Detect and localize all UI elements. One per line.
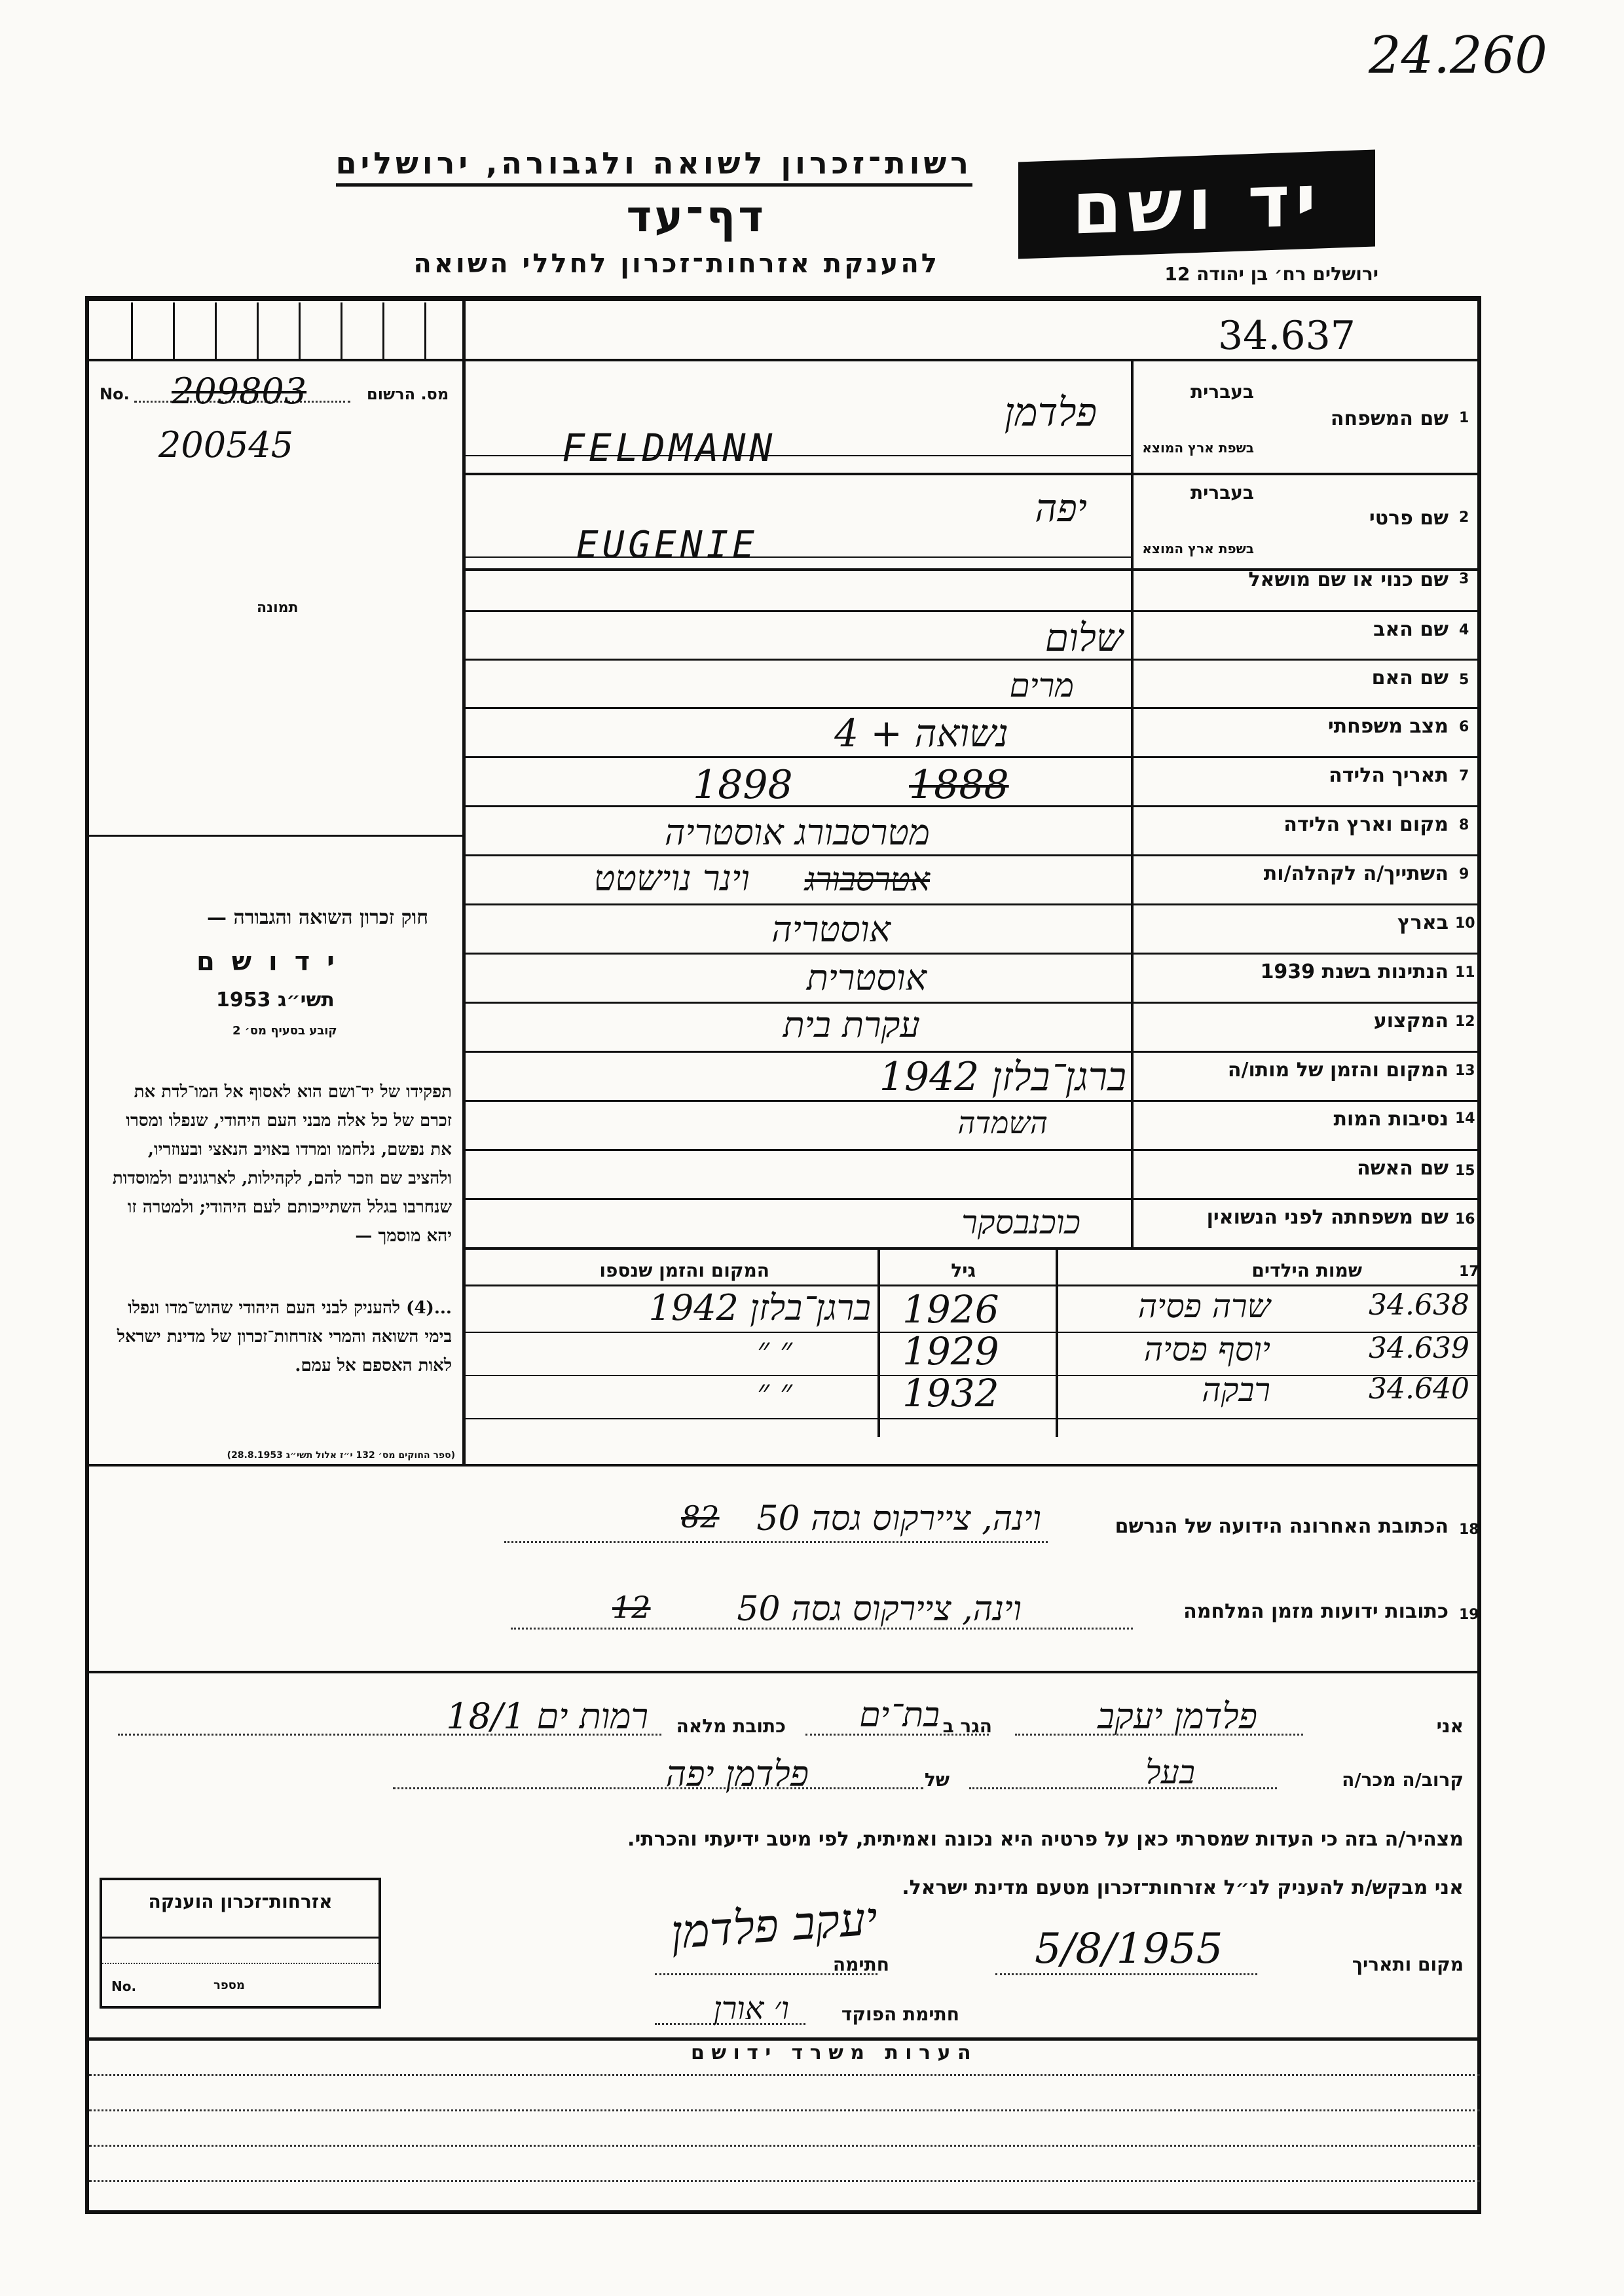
field-number-11: 11 (1455, 964, 1475, 981)
children-col-place: המקום והזמן שנספו (599, 1260, 769, 1281)
value-family-name-latin: FELDMANN (562, 426, 777, 470)
child-1-age: 1926 (902, 1287, 999, 1332)
photo-label: תמונה (257, 600, 299, 616)
value-citizenship: אוסטרית (806, 957, 927, 998)
decl-address: רמות ים 18/1 (446, 1696, 648, 1737)
children-col-names: שמות הילדים (1251, 1260, 1362, 1281)
value-last-address: וינה, ציירקוס גסה 50 (756, 1499, 1041, 1539)
decl-relative: בעל (1145, 1753, 1195, 1791)
label-profession: המקצוע (1373, 1010, 1449, 1032)
label-community: השתייך/ה לקהלה/ות (1263, 862, 1449, 885)
label-birth-date: תאריך הלידה (1329, 764, 1449, 787)
notes-title: ה ע ר ו ת מ ש ר ד י ד ו ש ם (691, 2041, 971, 2064)
value-wartime-address: וינה, ציירקוס גסה 50 (737, 1590, 1022, 1629)
header-subtitle: להענקת אזרחות־זכרון לחללי השואה (413, 249, 940, 279)
decl-of-name: פלדמן יפה (665, 1753, 809, 1795)
label-death-place-time: המקום והזמן של מותו/ה (1227, 1059, 1449, 1082)
decl-request: אני מבקש/ת להעניק לנ״ל אזרחות־זכרון מטעם מדינת ישראל. (902, 1876, 1464, 1899)
field-number-4: 4 (1459, 622, 1469, 638)
header-authority: רשות־זכרון לשואה ולגבורה, ירושלים (336, 145, 972, 187)
value-profession: עקרת בית (783, 1004, 920, 1046)
child-3-place: ״ ״ (757, 1372, 792, 1410)
value-community: וינר נוישטט (593, 858, 750, 899)
label-citizenship-1939: הנתינות בשנת 1939 (1260, 960, 1449, 983)
value-maiden-name: כוכנבסקר (961, 1203, 1080, 1241)
label-wife-name: שם האשה (1357, 1157, 1449, 1180)
value-country: אוסטריה (771, 909, 891, 950)
decl-signature-label: חתימה (832, 1954, 889, 1975)
decl-official-signature: ו׳ אורן (713, 1990, 789, 2027)
child-1-place: ברגן־בלזן 1942 (648, 1287, 871, 1328)
field-number-15: 15 (1455, 1163, 1475, 1179)
law-clause: קובע בסעיף מס׳ 2 (232, 1024, 337, 1038)
registration-number: 200545 (158, 424, 294, 465)
law-reference: (ספר החוקים מס׳ 132 י״ז אלול תשי״ג 28.8.1953) (227, 1450, 455, 1461)
decl-name: פלדמן יעקב (1097, 1696, 1257, 1737)
label-death-circumstances: נסיבות המות (1333, 1108, 1449, 1131)
value-wartime-address-struck: 12 (612, 1590, 651, 1625)
field-number-9: 9 (1459, 866, 1469, 883)
citizenship-box-no: No. (111, 1978, 137, 1994)
field-number-1: 1 (1459, 410, 1469, 426)
field-number-5: 5 (1459, 672, 1469, 688)
label-maiden-name: שם משפחתה לפני הנשואין (1206, 1206, 1449, 1229)
value-birth-year-struck: 1888 (909, 762, 1009, 808)
value-mother: מרים (1009, 666, 1074, 704)
value-last-address-struck: 82 (681, 1499, 720, 1535)
label-birth-place: מקום וארץ הלידה (1283, 813, 1449, 836)
field-number-8: 8 (1459, 817, 1469, 833)
child-2-id: 34.639 (1369, 1332, 1469, 1365)
value-first-name-latin: EUGENIE (576, 524, 759, 566)
field-number-12: 12 (1455, 1013, 1475, 1030)
label-nickname: שם כנוי או שם מושאל (1248, 568, 1449, 591)
citizenship-box (100, 1878, 381, 2009)
field-number-14: 14 (1455, 1110, 1475, 1127)
value-first-name-hebrew: יפה (1035, 486, 1087, 530)
label-origin-lang-1: בשפת ארץ המוצא (1142, 440, 1254, 456)
decl-resides-label: הגר ב (942, 1715, 992, 1737)
decl-ani: אני (1436, 1715, 1464, 1737)
yad-vashem-logo (1018, 149, 1375, 259)
label-first-name: שם פרטי (1369, 507, 1449, 530)
decl-city: בת־ים (859, 1696, 940, 1735)
registration-no-label: No. (100, 385, 130, 403)
decl-statement: מצהיר/ה בזה כי העדות שמסרתי כאן על פרטיה היא נכונה ואמיתית, לפי מיטב ידיעתי והכרתי. (627, 1828, 1464, 1851)
archive-number: 24.260 (1369, 26, 1547, 85)
child-1-name: שרה פסיה (1137, 1287, 1270, 1325)
value-marital: נשואה + 4 (834, 711, 1008, 756)
page-number: 34.637 (1218, 313, 1356, 359)
field-number-17: 17 (1459, 1264, 1479, 1280)
label-wartime-addresses: כתובות ידועות מזמן המלחמה (1183, 1600, 1449, 1623)
field-number-2: 2 (1459, 509, 1469, 526)
decl-place-date: 5/8/1955 (1035, 1925, 1223, 1973)
field-number-10: 10 (1455, 915, 1475, 932)
law-title: חוק זכרון השואה והגבורה — (207, 906, 428, 929)
child-3-name: רבקה (1202, 1371, 1270, 1409)
header-address: ירושלים רח׳ בן יהודה 12 (1164, 263, 1378, 285)
citizenship-box-number: מספר (213, 1978, 245, 1992)
children-col-age: גיל (951, 1260, 976, 1281)
value-father: שלום (1044, 615, 1123, 660)
decl-place-date-label: מקום ותאריך (1352, 1954, 1464, 1975)
decl-relative-label: קרוב/ה מכר/ה (1342, 1769, 1464, 1791)
decl-signature: יעקב פלדמן (669, 1891, 879, 1959)
label-hebrew-2: בעברית (1190, 482, 1254, 503)
decl-address-label: כתובת מלאה (676, 1715, 786, 1737)
field-number-6: 6 (1459, 719, 1469, 735)
field-number-16: 16 (1455, 1211, 1475, 1228)
registration-label: מס. הרשום (367, 385, 449, 403)
law-name: י ד ו ש ם (196, 947, 339, 977)
decl-official-label: חתימת הפוקד (841, 2003, 959, 2025)
field-number-7: 7 (1459, 768, 1469, 784)
decl-of-label: של (924, 1769, 950, 1791)
law-clause4: ...(4) להעניק לבני העם היהודי שהוש־מדו ונפלו בימי השואה והמרי אזרחות־זכרון של מדינת ישראל לאות האספם אל עמם. (117, 1298, 452, 1376)
value-death-circumstances: השמדה (957, 1105, 1048, 1140)
label-country: בארץ (1397, 911, 1449, 934)
child-3-age: 1932 (902, 1371, 999, 1415)
law-year: תשי״ג 1953 (216, 989, 335, 1011)
registration-struck: 209803 (172, 371, 307, 412)
label-father: שם האב (1373, 618, 1449, 641)
label-marital: מצב משפחתי (1327, 715, 1449, 738)
child-1-id: 34.638 (1369, 1288, 1469, 1322)
label-mother: שם האם (1371, 666, 1449, 689)
logo-text: יד ושם (1071, 158, 1322, 251)
child-2-name: יוסף פסיה (1143, 1330, 1270, 1368)
field-number-3: 3 (1459, 571, 1469, 587)
child-2-age: 1929 (902, 1329, 999, 1374)
label-last-address: הכתובת האחרונה הידועה של הנרשם (1115, 1515, 1449, 1538)
field-number-13: 13 (1455, 1063, 1475, 1079)
value-birth-place: מטרסבורג אוסטריה (664, 812, 930, 853)
citizenship-box-title: אזרחות־זכרון הוענקה (148, 1891, 333, 1912)
value-death-place-time: ברגן־בלזן 1942 (879, 1054, 1126, 1100)
child-2-place: ״ ״ (757, 1330, 792, 1368)
value-community-struck: אטרסבורג (804, 860, 930, 898)
label-family-name: שם המשפחה (1330, 407, 1449, 430)
child-3-id: 34.640 (1369, 1372, 1469, 1406)
label-origin-lang-2: בשפת ארץ המוצא (1142, 541, 1254, 556)
value-family-name-hebrew: פלדמן (1004, 390, 1097, 435)
header-title: דף־עד (626, 191, 766, 242)
field-number-19: 19 (1459, 1607, 1479, 1623)
label-hebrew-1: בעברית (1190, 381, 1254, 403)
law-body: תפקידו של יד־ושם הוא לאסוף אל המו־לדת את זכרם של כל אלה מבני העם היהודי, שנפלו ומסרו את נפשם, נלחמו ומרדו באויב הנאצי ובעוזריו, ולהציב שם וזכר להם, לקהילות, לארגונים ולמוסדות שנחרבו בגלל השתייכותם לעם היהודי; ולמטרה זו יהא מוסמך — (112, 1082, 452, 1246)
field-number-18: 18 (1459, 1522, 1479, 1538)
value-birth-year: 1898 (693, 762, 793, 808)
